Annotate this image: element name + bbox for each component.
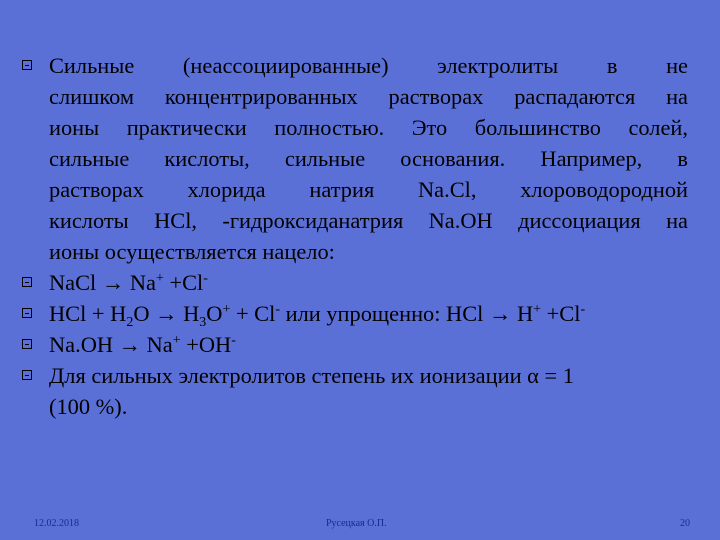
final-line-1: Для сильных электролитов степень их ионизации α = 1 bbox=[49, 363, 574, 388]
equation-nacl: NaCl → Na+ +Cl- bbox=[49, 270, 208, 295]
bullet-equation-nacl bbox=[20, 267, 688, 298]
bullet-paragraph bbox=[20, 50, 688, 267]
paragraph-line: слишком концентрированных растворах распадаются на bbox=[49, 84, 688, 109]
square-bullet-icon bbox=[22, 370, 32, 380]
equation-hcl: HCl + $H_2O \to H_3O^+ + Cl^-$ или упрощенно: HCl → H+ +Cl- bbox=[49, 301, 586, 330]
paragraph-line: ионы практически полностью. Это большинство солей, bbox=[49, 115, 688, 140]
paragraph-line: ионы осуществляется нацело: bbox=[49, 239, 335, 264]
paragraph-line: кислоты HCl, -гидроксиданатрия Na.OH диссоциация на bbox=[49, 208, 688, 233]
final-line-2: (100 %). bbox=[49, 394, 128, 419]
bullet-equation-hcl bbox=[20, 298, 688, 329]
paragraph-line: Сильные (неассоциированные) электролиты в не bbox=[49, 53, 688, 78]
footer-page-number: 20 bbox=[680, 518, 690, 529]
paragraph-line: растворах хлорида натрия Na.Cl, хлороводородной bbox=[49, 177, 688, 202]
square-bullet-icon bbox=[22, 60, 32, 70]
equation-naoh: Na.OH → Na+ +OH- bbox=[49, 332, 236, 357]
footer-author: Русецкая О.П. bbox=[326, 518, 387, 529]
square-bullet-icon bbox=[22, 308, 32, 318]
square-bullet-icon bbox=[22, 339, 32, 349]
slide-content bbox=[20, 50, 688, 422]
bullet-ionization-degree bbox=[20, 360, 688, 422]
bullet-equation-naoh bbox=[20, 329, 688, 360]
footer-date: 12.02.2018 bbox=[34, 518, 79, 529]
paragraph-line: сильные кислоты, сильные основания. Например, в bbox=[49, 146, 688, 171]
square-bullet-icon bbox=[22, 277, 32, 287]
